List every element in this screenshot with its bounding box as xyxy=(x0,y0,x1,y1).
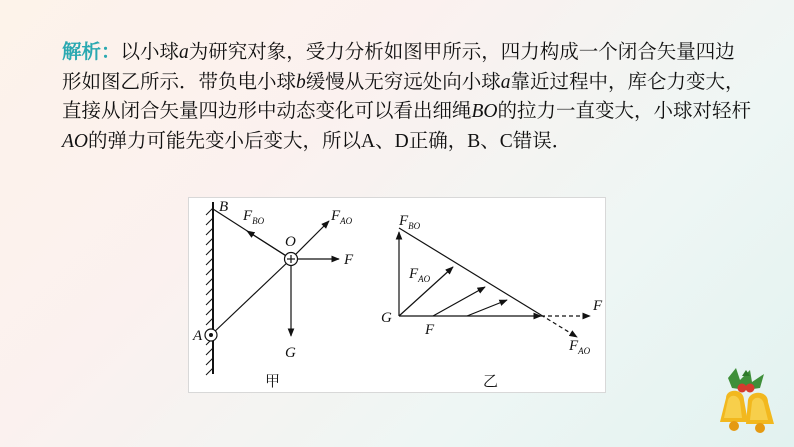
analysis-text-segment: 的拉力一直变大，小球对轻杆 xyxy=(497,99,752,122)
analysis-text-segment: 靠近过程中，库仑力变大，直接从闭合矢量四边形中动态变化可以看出细绳 xyxy=(62,69,745,122)
force-diagrams xyxy=(189,198,605,392)
physics-figure xyxy=(188,197,606,393)
analysis-text-segment: 错误． xyxy=(512,128,572,152)
analysis-text-segment: 的弹力可能先变小后变大，所以 xyxy=(88,128,362,152)
italic-symbol: AO xyxy=(62,130,88,152)
caption-jia: 甲 xyxy=(265,372,281,390)
label-f-right: F xyxy=(593,298,603,314)
label-o: O xyxy=(285,234,296,250)
label-f-bo: $F_{BO}$ xyxy=(243,208,265,226)
option-letter: A xyxy=(361,130,376,152)
figure-yi xyxy=(381,213,603,390)
analysis-text-segment: 正确， xyxy=(408,128,468,152)
option-letter: C xyxy=(499,130,513,152)
label-f-ao: $F_{AO}$ xyxy=(331,208,353,226)
analysis-text-segment: 缓慢从无穷远处向小球 xyxy=(305,69,501,93)
label-f-ao-mid: $F_{AO}$ xyxy=(409,266,431,284)
label-f: F xyxy=(344,252,354,268)
ball-o-icon xyxy=(285,253,298,266)
analysis-text-segment: 以小球 xyxy=(120,40,180,63)
figure-jia xyxy=(192,199,354,390)
italic-symbol: a xyxy=(500,71,511,93)
arrow-f-bo-dashed xyxy=(541,315,577,337)
italic-symbol: a xyxy=(179,42,189,63)
line-f-bo-yi xyxy=(399,228,541,315)
label-b: B xyxy=(219,199,229,215)
label-g: G xyxy=(285,345,296,361)
pivot-a-icon xyxy=(205,329,217,341)
analysis-label: 解析： xyxy=(62,40,121,63)
label-f-bo-yi: $F_{BO}$ xyxy=(399,213,421,231)
caption-yi: 乙 xyxy=(483,372,499,390)
analysis-text-segment: 为研究对象，受力分析如图甲所示，四力构成一个闭合矢量四边形如图乙所示．带负电小球 xyxy=(62,40,735,93)
analysis-paragraph xyxy=(62,38,752,156)
analysis-text xyxy=(62,40,751,152)
christmas-bells-icon xyxy=(706,360,786,440)
italic-symbol: b xyxy=(296,71,306,93)
label-g-yi: G xyxy=(381,310,392,326)
wall-hatching xyxy=(206,208,213,375)
arrow-f-ao-3 xyxy=(467,300,507,316)
option-letter: D xyxy=(394,130,409,152)
analysis-text-segment: 、 xyxy=(375,128,395,152)
analysis-text-segment: 、 xyxy=(480,128,500,152)
option-letter: B xyxy=(467,130,481,152)
label-a: A xyxy=(193,328,203,344)
label-f-bottom: F xyxy=(425,322,435,338)
rod-ao xyxy=(211,259,291,335)
arrow-f-ao xyxy=(291,221,329,259)
italic-symbol: BO xyxy=(471,101,498,122)
label-f-ao-bottom: $F_{AO}$ xyxy=(569,338,591,356)
